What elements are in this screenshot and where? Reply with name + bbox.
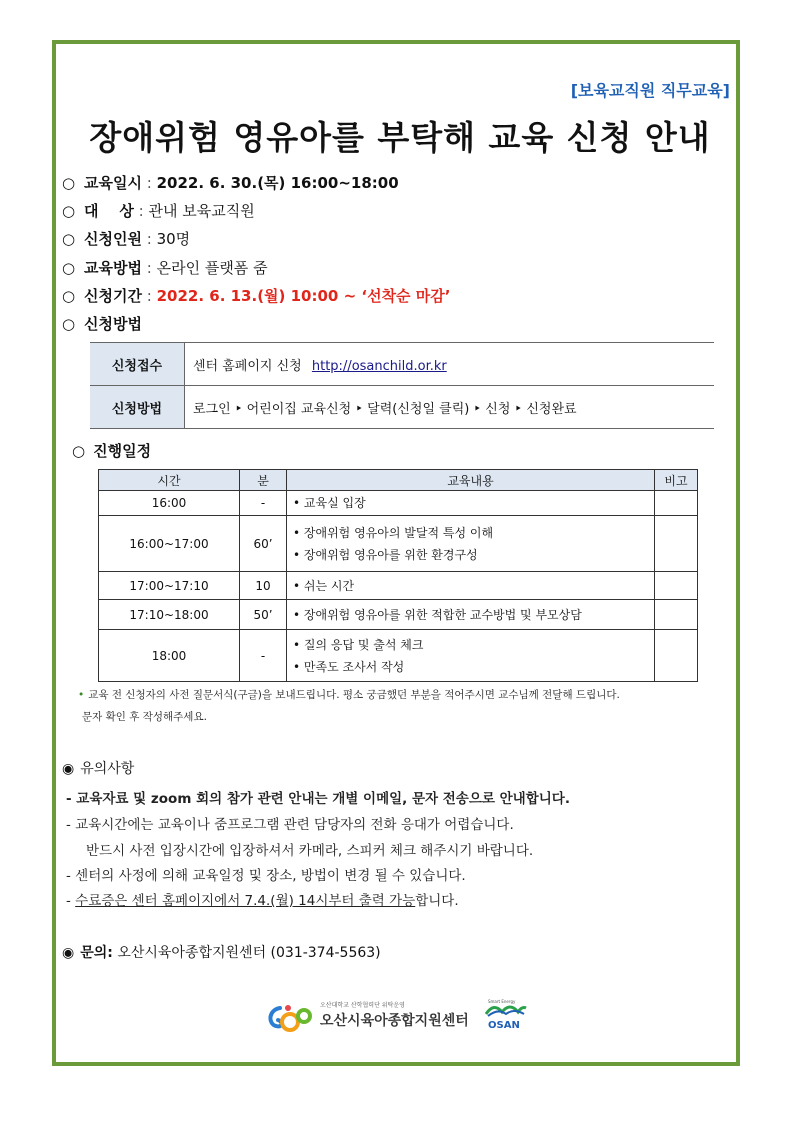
info-date: ○ 교육일시 : 2022. 6. 30.(목) 16:00~18:00 xyxy=(62,174,399,192)
info-value: 30명 xyxy=(156,230,191,248)
column-header: 비고 xyxy=(655,470,698,491)
logo-caption: 오산대학교 산학협력단 위탁운영 xyxy=(320,1002,405,1009)
schedule-content xyxy=(287,516,655,572)
bullet-dot-icon: • xyxy=(293,637,304,652)
info-label: 신청인원 xyxy=(84,230,142,248)
apply-step: 달력(신청일 클릭) xyxy=(367,401,470,417)
schedule-remark xyxy=(655,630,698,682)
column-header: 분 xyxy=(240,470,287,491)
pre-question-note xyxy=(78,684,738,728)
schedule-row xyxy=(99,491,698,516)
schedule-minutes: 50’ xyxy=(240,600,287,630)
schedule-table xyxy=(98,469,698,682)
schedule-heading: ○ 진행일정 xyxy=(72,442,152,460)
apply-row-value xyxy=(185,343,715,386)
circle-bullet-icon: ○ xyxy=(62,174,76,192)
info-label: 대 상 xyxy=(84,202,134,220)
info-target: ○ 대 상 : 관내 보육교직원 xyxy=(62,202,255,220)
schedule-item: 질의 응답 및 출석 체크 xyxy=(303,637,424,652)
schedule-content xyxy=(287,630,655,682)
schedule-time: 17:00~17:10 xyxy=(99,572,240,600)
schedule-content xyxy=(287,600,655,630)
column-header: 교육내용 xyxy=(287,470,655,491)
schedule-content xyxy=(287,491,655,516)
course-category-tag: [보육교직원 직무교육] xyxy=(570,81,730,100)
apply-row-label: 신청방법 xyxy=(90,386,185,429)
schedule-minutes: 60’ xyxy=(240,516,287,572)
arrow-right-icon: ‣ xyxy=(469,401,486,417)
note-line: 교육 전 신청자의 사전 질문서식(구글)을 보내드립니다. 평소 궁금했던 부분을 적어주시면 교수님께 전달해 드립니다. xyxy=(88,689,620,701)
schedule-remark xyxy=(655,516,698,572)
target-bullet-icon: ◉ xyxy=(62,945,75,961)
schedule-time: 16:00 xyxy=(99,491,240,516)
center-logo xyxy=(266,998,536,1038)
info-value: 2022. 6. 30.(목) 16:00~18:00 xyxy=(156,174,399,192)
schedule-item: 교육실 입장 xyxy=(303,496,366,510)
schedule-time: 18:00 xyxy=(99,630,240,682)
schedule-item: 쉬는 시간 xyxy=(303,578,355,593)
bullet-dot-icon: • xyxy=(78,689,85,701)
city-caption: Smart Energy xyxy=(488,999,516,1004)
info-count: ○ 신청인원 : 30명 xyxy=(62,230,191,248)
note-line: 문자 확인 후 작성해주세요. xyxy=(82,711,207,723)
apply-row-label: 신청접수 xyxy=(90,343,185,386)
schedule-header-row xyxy=(99,470,698,491)
circle-bullet-icon: ○ xyxy=(62,287,76,305)
schedule-row xyxy=(99,600,698,630)
city-text: OSAN xyxy=(488,1020,520,1031)
info-method: ○ 교육방법 : 온라인 플랫폼 줌 xyxy=(62,259,268,277)
column-header: 시간 xyxy=(99,470,240,491)
circle-bullet-icon: ○ xyxy=(62,230,76,248)
apply-table xyxy=(90,342,714,429)
apply-step: 신청완료 xyxy=(526,401,577,417)
apply-row-reception xyxy=(90,343,714,386)
info-apply xyxy=(62,314,142,334)
info-value: 온라인 플랫폼 줌 xyxy=(156,259,268,277)
info-label: 신청기간 xyxy=(84,287,142,305)
homepage-link[interactable]: http://osanchild.or.kr xyxy=(311,358,447,374)
center-logo-icon xyxy=(266,1002,316,1036)
notice-line: 반드시 사전 입장시간에 입장하셔서 카메라, 스피커 체크 해주시기 바랍니다. xyxy=(86,843,534,859)
info-label: 교육방법 xyxy=(84,259,142,277)
info-label: 신청방법 xyxy=(84,315,142,333)
circle-bullet-icon: ○ xyxy=(62,202,76,220)
apply-step: 로그인 xyxy=(193,401,231,417)
schedule-item: 장애위험 영유아의 발달적 특성 이해 xyxy=(303,525,494,540)
info-period: ○ 신청기간 : 2022. 6. 13.(월) 10:00 ~ ‘선착순 마감’ xyxy=(62,287,451,305)
logo-text: 오산시육아종합지원센터 xyxy=(320,1013,469,1029)
schedule-minutes: 10 xyxy=(240,572,287,600)
bullet-dot-icon: • xyxy=(293,525,304,540)
contact-label: 문의: xyxy=(80,945,113,961)
info-value: 관내 보육교직원 xyxy=(148,202,255,220)
schedule-item: 장애위험 영유아를 위한 환경구성 xyxy=(303,547,478,562)
notice-line: - 교육자료 및 zoom 회의 참가 관련 안내는 개별 이메일, 문자 전송으로 안내합니다. xyxy=(66,791,570,807)
arrow-right-icon: ‣ xyxy=(510,401,527,417)
arrow-right-icon: ‣ xyxy=(230,401,247,417)
page-title: 장애위험 영유아를 부탁해 교육 신청 안내 xyxy=(89,118,711,157)
certificate-note: 수료증은 센터 홈페이지에서 7.4.(월) 14시부터 출력 가능 xyxy=(75,893,416,909)
contact-line xyxy=(62,942,381,962)
arrow-right-icon: ‣ xyxy=(351,401,368,417)
schedule-minutes: - xyxy=(240,630,287,682)
info-value: 2022. 6. 13.(월) 10:00 ~ ‘선착순 마감’ xyxy=(156,287,451,305)
schedule-remark xyxy=(655,491,698,516)
notice-heading: ◉ 유의사항 xyxy=(62,761,135,777)
notice-line: - 센터의 사정에 의해 교육일정 및 장소, 방법이 변경 될 수 있습니다. xyxy=(66,868,466,884)
bullet-dot-icon: • xyxy=(293,496,304,510)
info-label: 교육일시 xyxy=(84,174,142,192)
reception-text: 센터 홈페이지 신청 xyxy=(193,358,302,374)
target-bullet-icon: ◉ xyxy=(62,761,75,777)
schedule-time: 16:00~17:00 xyxy=(99,516,240,572)
circle-bullet-icon: ○ xyxy=(72,442,86,460)
schedule-row xyxy=(99,516,698,572)
schedule-remark xyxy=(655,600,698,630)
schedule-content xyxy=(287,572,655,600)
schedule-minutes: - xyxy=(240,491,287,516)
circle-bullet-icon: ○ xyxy=(62,259,76,277)
schedule-item: 만족도 조사서 작성 xyxy=(303,659,405,674)
schedule-time: 17:10~18:00 xyxy=(99,600,240,630)
bullet-dot-icon: • xyxy=(293,659,304,674)
schedule-row xyxy=(99,572,698,600)
circle-bullet-icon: ○ xyxy=(62,315,76,333)
schedule-item: 장애위험 영유아를 위한 적합한 교수방법 및 부모상담 xyxy=(303,607,582,622)
schedule-remark xyxy=(655,572,698,600)
apply-step: 신청 xyxy=(485,401,511,417)
apply-row-steps xyxy=(90,386,714,429)
notice-line: - 교육시간에는 교육이나 줌프로그램 관련 담당자의 전화 응대가 어렵습니다. xyxy=(66,817,514,833)
contact-value: 오산시육아종합지원센터 (031-374-5563) xyxy=(117,945,381,961)
apply-step: 어린이집 교육신청 xyxy=(246,401,352,417)
apply-row-value xyxy=(185,386,715,429)
notice-line: - 수료증은 센터 홈페이지에서 7.4.(월) 14시부터 출력 가능합니다. xyxy=(66,893,459,909)
schedule-row xyxy=(99,630,698,682)
bullet-dot-icon: • xyxy=(293,578,304,593)
bullet-dot-icon: • xyxy=(293,547,304,562)
bullet-dot-icon: • xyxy=(293,607,304,622)
